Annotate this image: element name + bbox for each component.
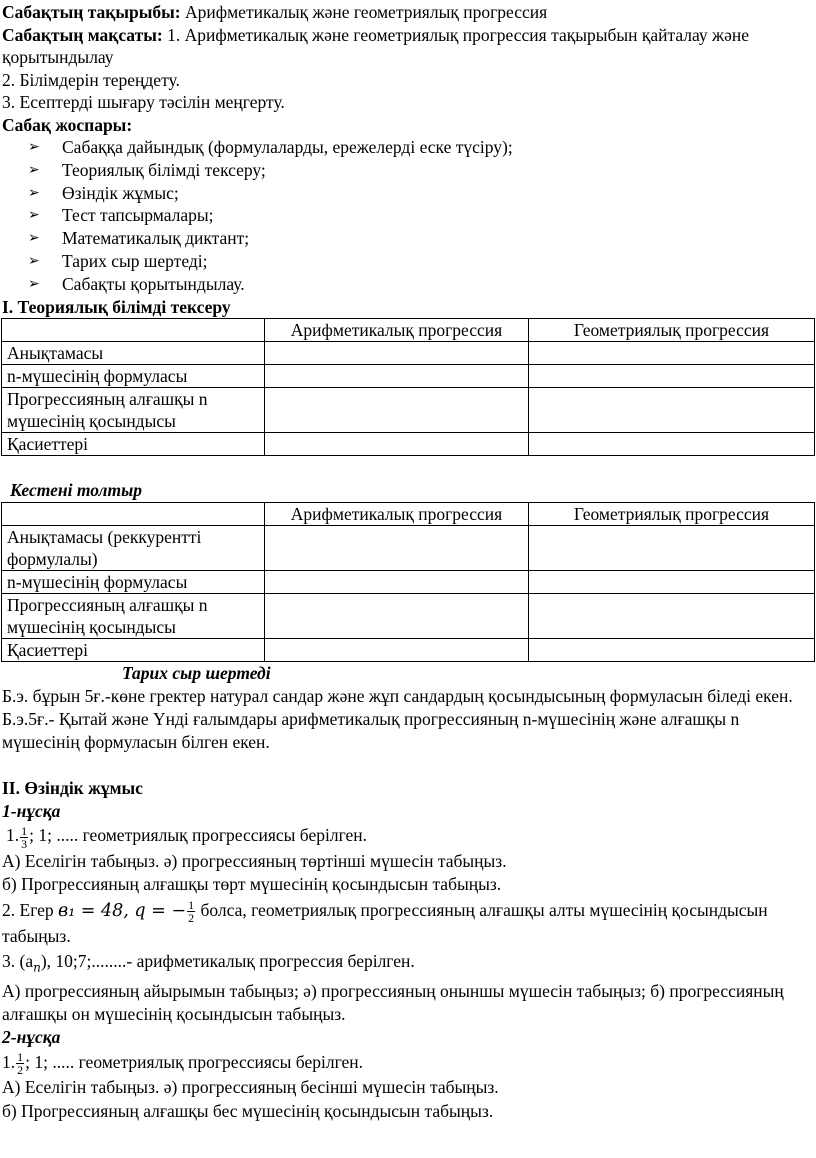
history-title: Тарих сыр шертеді <box>122 662 271 683</box>
answer-cell[interactable] <box>529 638 815 661</box>
answer-cell[interactable] <box>529 341 815 364</box>
answer-cell[interactable] <box>265 593 529 638</box>
aim-1: 1. Арифметикалық және геометриялық прогрессия тақырыбын қайталау және қорытындылау <box>2 24 750 67</box>
plan-item-text: Математикалық диктант; <box>62 228 250 249</box>
history-p2: Б.э.5ғ.- Қытай және Үнді ғалымдары арифметикалық прогрессияның n-мүшесінің және алғашқы n мүшесінің формуласын білген екен. <box>2 709 740 752</box>
answer-cell[interactable] <box>529 570 815 593</box>
list-item <box>28 136 814 159</box>
arrow-bullet-icon: ➢ <box>28 207 40 224</box>
table-header-cell: Геометриялық прогрессия <box>529 502 815 525</box>
fraction <box>16 1051 24 1076</box>
q-text: болса, геометриялық прогрессияның алғашқы алты мүшесінің қосындысын табыңыз. <box>2 899 768 947</box>
table-row-label: n-мүшесінің формуласы <box>2 570 265 593</box>
fill-table <box>1 502 815 662</box>
q-number: 1. <box>6 825 20 846</box>
history-p1: Б.э. бұрын 5ғ.-көне гректер натурал сандар және жұп сандардың қосындысының формуласын біледі екен. <box>2 685 793 706</box>
plan-item-text: Сабақты қорытындылау. <box>62 273 245 294</box>
list-item <box>28 204 814 227</box>
q-text: ), 10;7;........- арифметикалық прогрессия берілген. <box>40 951 415 972</box>
table-row <box>2 364 815 387</box>
v1-q1-b: б) Прогрессияның алғашқы төрт мүшесінің қосындысын табыңыз. <box>2 874 502 895</box>
v2-q1-b: б) Прогрессияның алғашқы бес мүшесінің қосындысын табыңыз. <box>2 1100 494 1121</box>
fraction-denominator: 3 <box>21 836 28 851</box>
table-header-row <box>2 502 815 525</box>
section1-title <box>2 296 814 318</box>
answer-cell[interactable] <box>529 432 815 455</box>
table-row <box>2 570 815 593</box>
theory-table <box>1 318 815 456</box>
answer-cell[interactable] <box>529 364 815 387</box>
section2-title-text: II. Өзіндік жұмыс <box>2 778 143 799</box>
aim-label: Сабақтың мақсаты: <box>2 24 163 45</box>
section1-title-text: I. Теориялық білімді тексеру <box>2 296 231 317</box>
v1-q1 <box>2 822 814 849</box>
q-text: ; 1; ..... геометриялық прогрессиясы берілген. <box>29 825 368 846</box>
table-row-label: Қасиеттері <box>2 432 265 455</box>
plan-item-text: Теориялық білімді тексеру; <box>62 159 266 180</box>
fraction-numerator: 1 <box>21 823 28 838</box>
variant2-title: 2-нұсқа <box>2 1027 61 1048</box>
answer-cell[interactable] <box>529 593 815 638</box>
table-row <box>2 593 815 638</box>
table-row-label: Прогрессияның алғашқы n мүшесінің қосындысы <box>2 593 265 638</box>
lesson-aim <box>2 24 814 69</box>
list-item <box>28 159 814 182</box>
table-row <box>2 387 815 432</box>
answer-cell[interactable] <box>529 525 815 570</box>
answer-cell[interactable] <box>265 432 529 455</box>
v1-q1-a: А) Еселігін табыңыз. ә) прогрессияның төртінші мүшесін табыңыз. <box>2 850 507 871</box>
plan-item-text: Өзіндік жұмыс; <box>62 182 179 203</box>
table-header-cell: Геометриялық прогрессия <box>529 318 815 341</box>
q-number: 2. Егер <box>2 899 59 920</box>
answer-cell[interactable] <box>265 341 529 364</box>
arrow-bullet-icon: ➢ <box>28 161 40 178</box>
plan-item-text: Тарих сыр шертеді; <box>62 250 208 271</box>
answer-cell[interactable] <box>265 387 529 432</box>
plan-list <box>2 136 814 296</box>
list-item <box>28 182 814 205</box>
plan-label-text: Сабақ жоспары: <box>2 114 133 135</box>
arrow-bullet-icon: ➢ <box>28 184 40 201</box>
subscript: n <box>33 960 41 975</box>
arrow-bullet-icon: ➢ <box>28 230 40 247</box>
table-row-label: n-мүшесінің формуласы <box>2 364 265 387</box>
list-item <box>28 227 814 250</box>
document-page <box>2 0 814 1122</box>
plan-label <box>2 114 814 137</box>
aim-3: 3. Есептерді шығару тәсілін меңгерту. <box>2 92 285 112</box>
v1-q3 <box>2 950 814 979</box>
fraction <box>20 825 28 850</box>
table-header-cell: Арифметикалық прогрессия <box>265 502 529 525</box>
topic-label: Сабақтың тақырыбы: <box>2 2 181 22</box>
answer-cell[interactable] <box>529 387 815 432</box>
list-item <box>28 250 814 273</box>
answer-cell[interactable] <box>265 364 529 387</box>
arrow-bullet-icon: ➢ <box>28 252 40 269</box>
table-header-cell <box>2 502 265 525</box>
table-row <box>2 638 815 661</box>
variant1-title: 1-нұсқа <box>2 800 61 821</box>
v1-q2 <box>2 898 814 948</box>
list-item <box>28 273 814 296</box>
table-row-label: Анықтамасы <box>2 341 265 364</box>
arrow-bullet-icon: ➢ <box>28 275 40 292</box>
fraction <box>187 899 195 924</box>
table-row-label: Анықтамасы (реккурентті формулалы) <box>2 525 265 570</box>
aim-2: 2. Білімдерін тереңдету. <box>2 69 180 90</box>
answer-cell[interactable] <box>265 525 529 570</box>
v1-q3-a: А) прогрессияның айырымын табыңыз; ә) прогрессияның оныншы мүшесін табыңыз; б) прогрессияның алғашқы он мүшесінің қосындысын табыңыз. <box>2 981 784 1024</box>
fraction-numerator: 1 <box>17 1050 24 1065</box>
table-header-cell: Арифметикалық прогрессия <box>265 318 529 341</box>
q-number: 3. (a <box>2 951 34 972</box>
q-text: ; 1; ..... геометриялық прогрессиясы берілген. <box>25 1051 364 1072</box>
table-header-row <box>2 318 815 341</box>
v2-q1-a: А) Еселігін табыңыз. ә) прогрессияның бесінші мүшесін табыңыз. <box>2 1077 499 1098</box>
fill-table-title: Кестені толтыр <box>10 479 143 500</box>
v2-q1 <box>2 1049 814 1076</box>
arrow-bullet-icon: ➢ <box>28 139 40 155</box>
table-header-cell <box>2 318 265 341</box>
fraction-numerator: 1 <box>188 898 195 913</box>
fraction-denominator: 2 <box>17 1063 24 1078</box>
fraction-denominator: 2 <box>188 911 195 926</box>
plan-item-text: Тест тапсырмалары; <box>62 205 214 226</box>
table-row <box>2 341 815 364</box>
table-row <box>2 525 815 570</box>
table-row-label: Қасиеттері <box>2 638 265 661</box>
table-row <box>2 432 815 455</box>
plan-item-text: Сабаққа дайындық (формулаларды, ережелерді еске түсіру); <box>62 137 513 157</box>
answer-cell[interactable] <box>265 638 529 661</box>
q-number: 1. <box>2 1051 16 1072</box>
lesson-topic <box>2 1 814 24</box>
answer-cell[interactable] <box>265 570 529 593</box>
math-expression: в₁ = 48, q = − <box>58 900 187 921</box>
topic-value: Арифметикалық және геометриялық прогрессия <box>180 2 548 22</box>
section2-title <box>2 777 814 800</box>
table-row-label: Прогрессияның алғашқы n мүшесінің қосындысы <box>2 387 265 432</box>
